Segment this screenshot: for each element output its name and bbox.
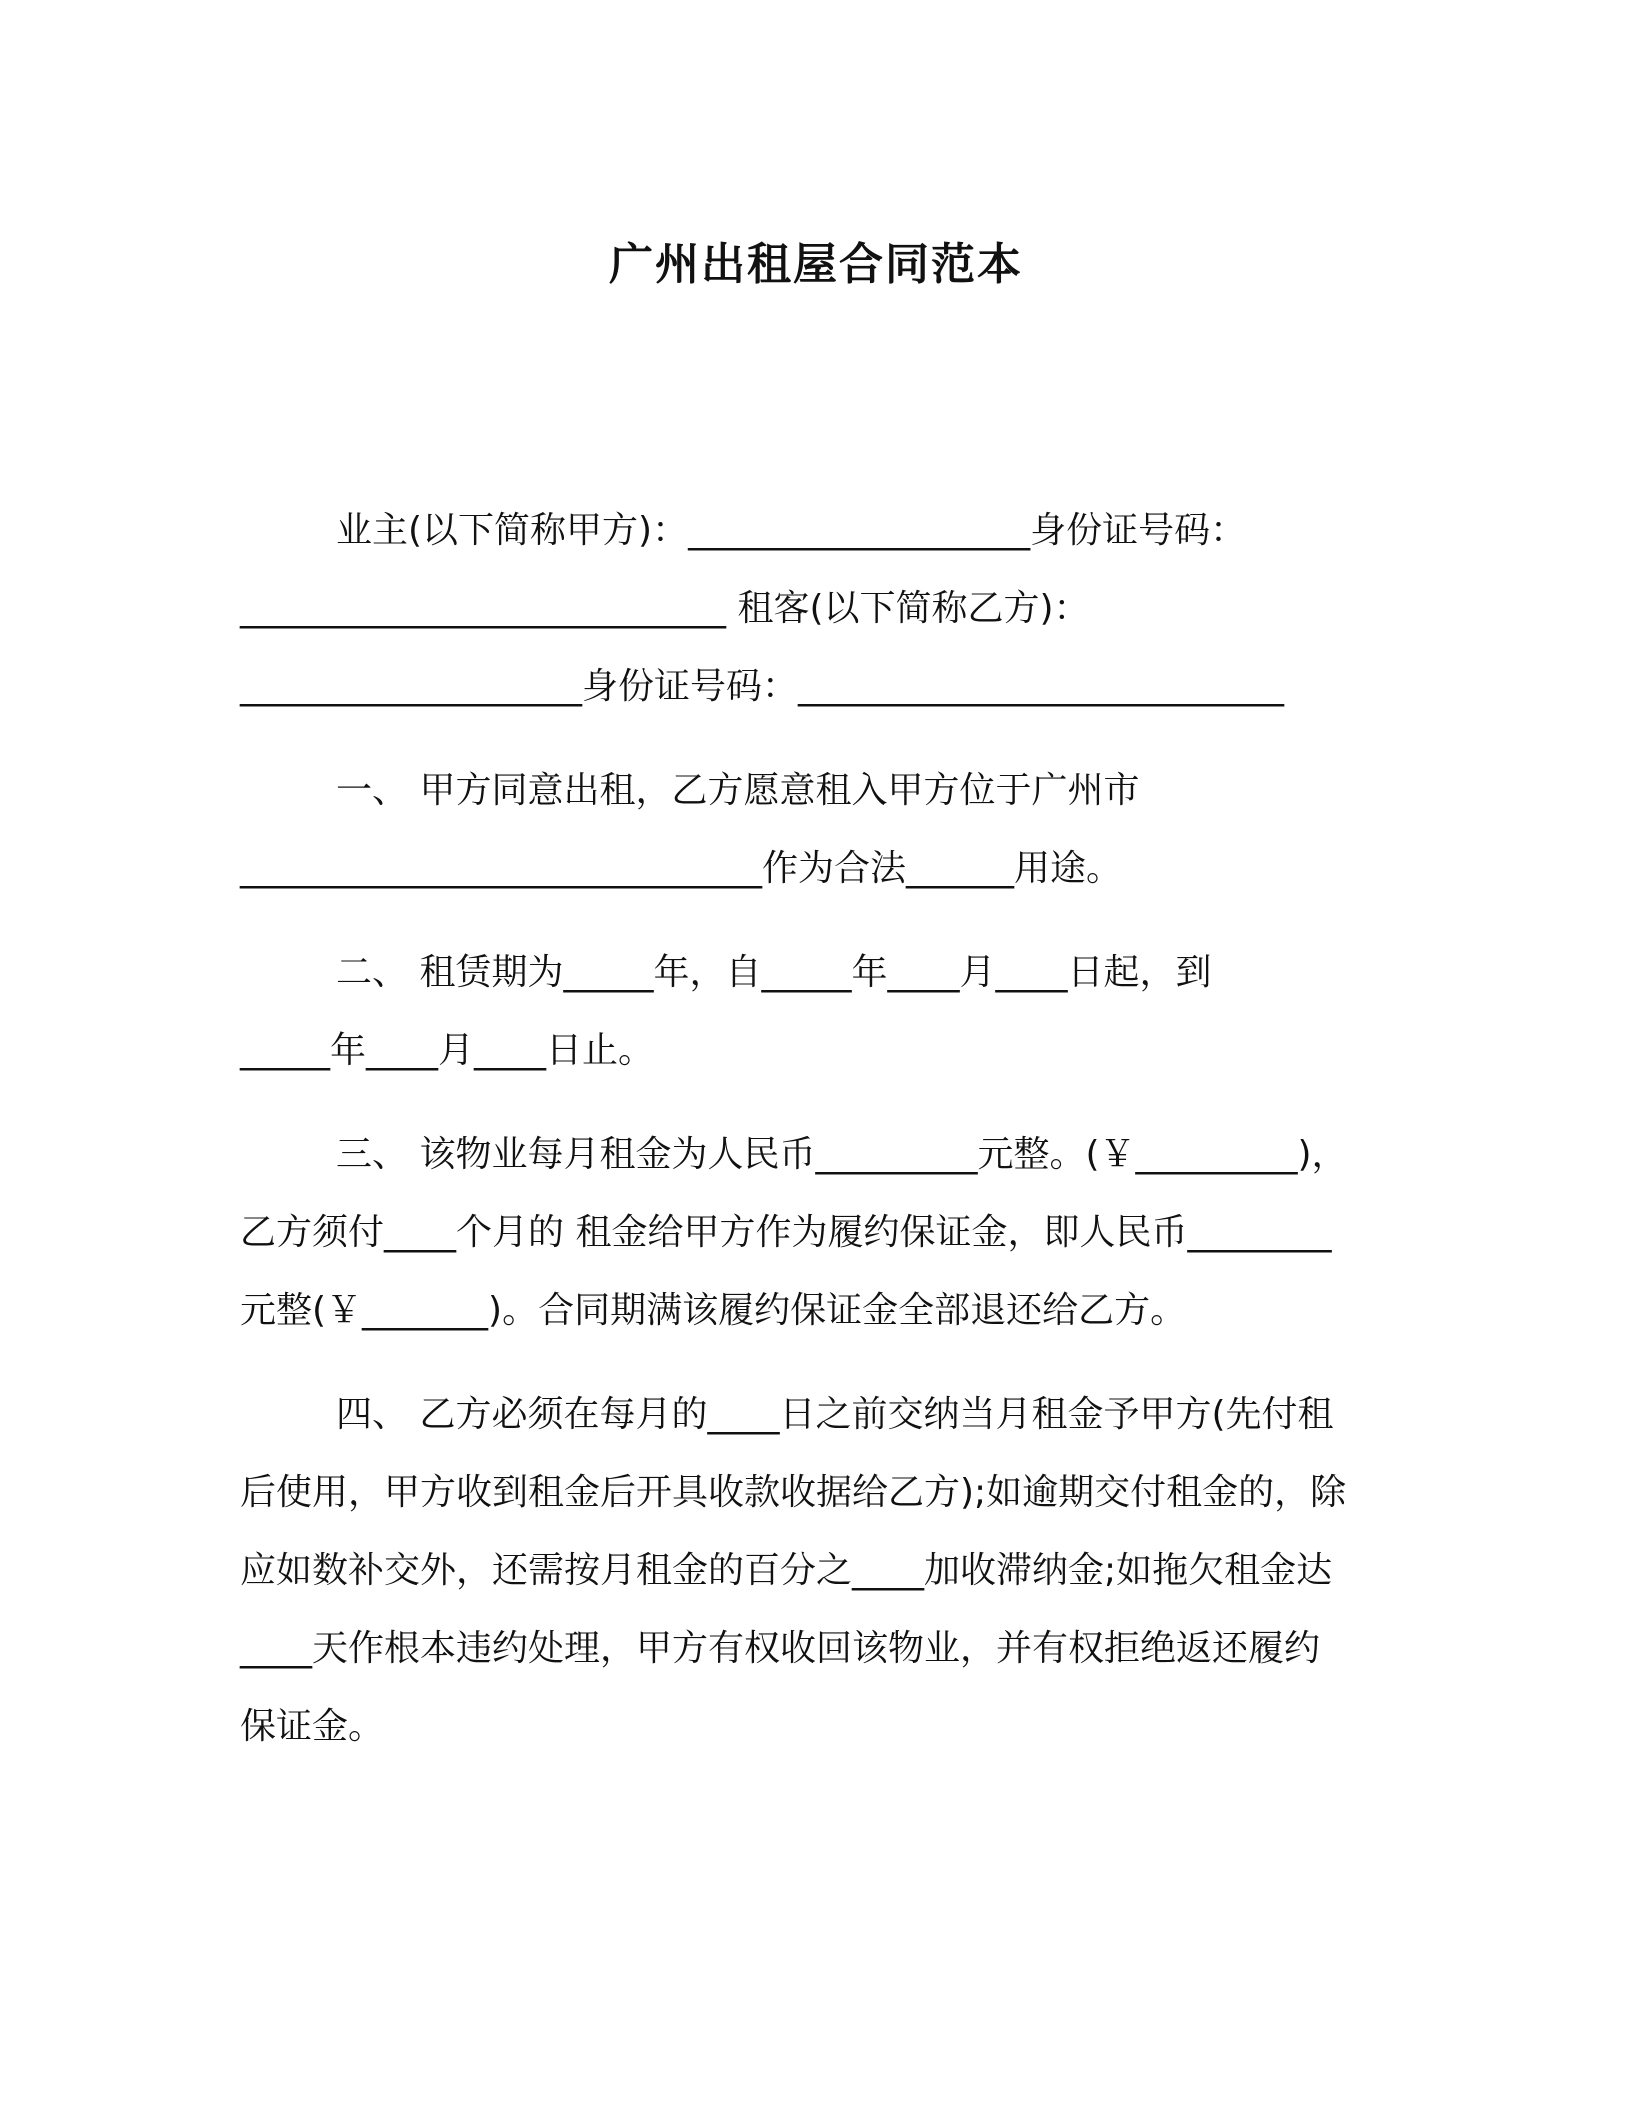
text-line: _____年____月____日止。 — [240, 1030, 655, 1071]
text-line: ___________________身份证号码：___________________________ — [240, 666, 1285, 707]
text-line: 二、 租赁期为_____年，自_____年____月____日起，到 — [336, 952, 1212, 993]
clause-3-paragraph — [240, 1116, 1380, 1350]
text-line: ____天作根本违约处理，甲方有权收回该物业，并有权拒绝返还履约 — [240, 1628, 1321, 1669]
document-title: 广州出租屋合同范本 — [609, 239, 1023, 290]
text-line: 三、 该物业每月租金为人民币_________元整。(￥_________)， — [336, 1134, 1348, 1175]
clause-2-paragraph — [240, 934, 1380, 1090]
clause-1-paragraph — [240, 752, 1380, 908]
text-line: 保证金。 — [240, 1706, 385, 1747]
text-line: ___________________________ 租客(以下简称乙方)： — [240, 588, 1090, 629]
document-body — [240, 492, 1380, 1792]
parties-paragraph — [240, 492, 1380, 726]
clause-4-paragraph — [240, 1376, 1380, 1766]
text-line: 四、 乙方必须在每月的____日之前交纳当月租金予甲方(先付租 — [336, 1394, 1334, 1435]
text-line: 一、 甲方同意出租，乙方愿意租入甲方位于广州市 — [336, 770, 1140, 811]
text-line: 乙方须付____个月的 租金给甲方作为履约保证金，即人民币________ — [240, 1212, 1332, 1253]
text-line: _____________________________作为合法______用途。 — [240, 848, 1123, 889]
text-line: 应如数补交外，还需按月租金的百分之____加收滞纳金;如拖欠租金达 — [240, 1550, 1333, 1591]
text-line: 业主(以下简称甲方)：___________________身份证号码： — [336, 510, 1247, 551]
text-line: 元整(￥_______)。合同期满该履约保证金全部退还给乙方。 — [240, 1290, 1187, 1331]
text-line: 后使用，甲方收到租金后开具收款收据给乙方);如逾期交付租金的，除 — [240, 1472, 1347, 1513]
